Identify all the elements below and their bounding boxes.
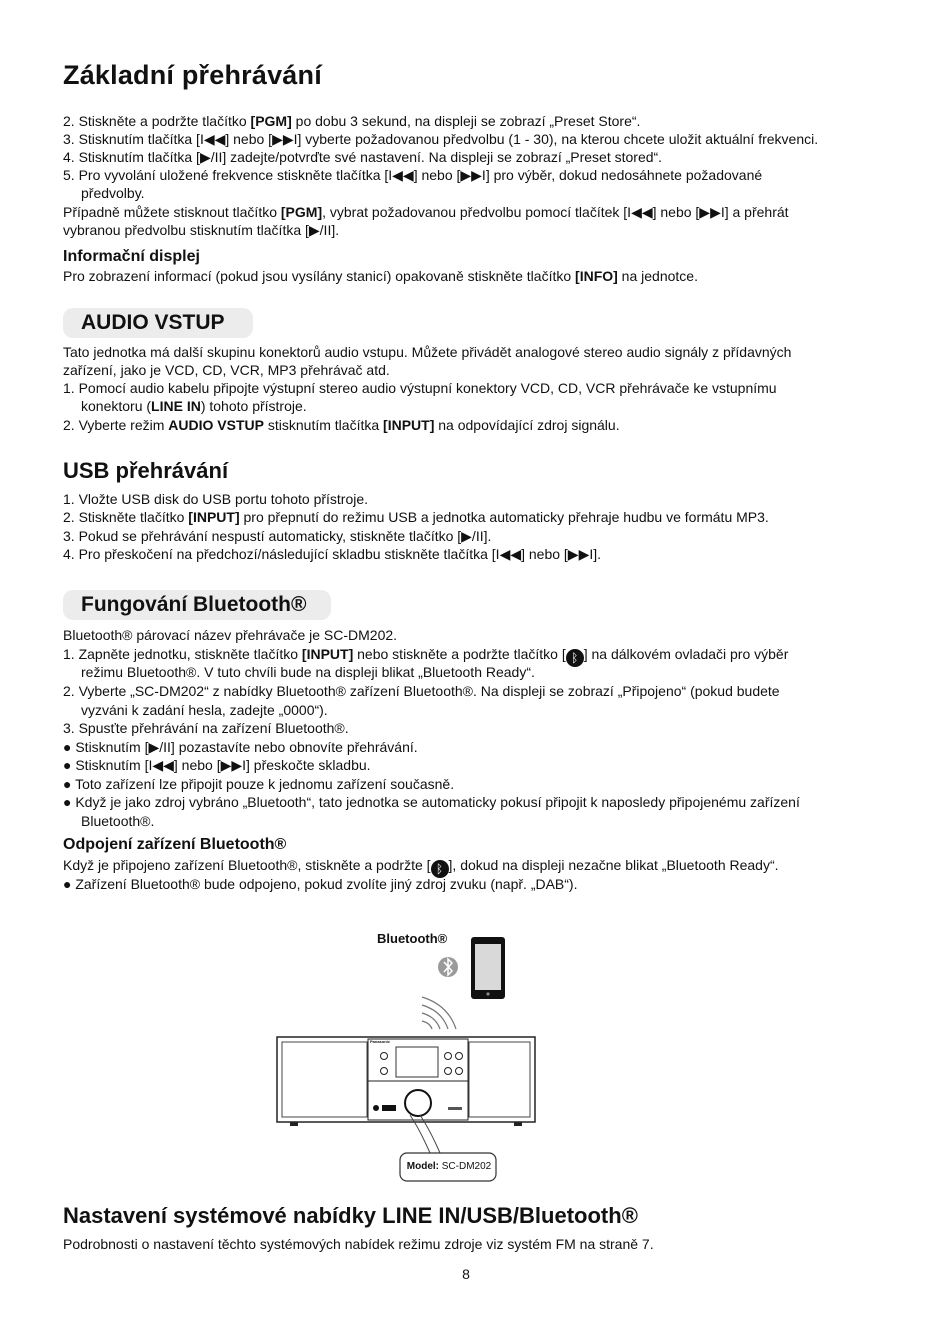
text-line: Tato jednotka má další skupinu konektorů audio vstupu. Můžete přivádět analogové stereo audio signály z přídavných [63, 344, 792, 360]
text-line: Bluetooth®. [81, 813, 155, 829]
text-line: 2. Vyberte režim AUDIO VSTUP stisknutím tlačítka [INPUT] na odpovídající zdroj signálu. [63, 417, 620, 433]
text-line: Podrobnosti o nastavení těchto systémových nabídek režimu zdroje viz systém FM na straně 7. [63, 1236, 654, 1252]
text-line: Bluetooth® párovací název přehrávače je SC-DM202. [63, 627, 398, 643]
bullet-line: ● Když je jako zdroj vybráno „Bluetooth“, tato jednotka se automaticky pokusí připojit k naposledy připojenému zařízení [63, 794, 800, 810]
section-title-usb-playback: USB přehrávání [63, 458, 229, 483]
text-line: 2. Vyberte „SC-DM202“ z nabídky Bluetooth® zařízení Bluetooth®. Na displeji se zobrazí „Připojeno“ (pokud budete [63, 683, 780, 699]
section-title-bluetooth: Fungování Bluetooth® [63, 590, 331, 620]
section-title-audio-input: AUDIO VSTUP [63, 308, 253, 338]
figure-graphics [270, 925, 540, 1190]
text-line: 1. Zapněte jednotku, stiskněte tlačítko [INPUT] nebo stiskněte a podržte tlačítko [ ᛒ ] na dálkovém ovladači pro výběr [63, 646, 789, 665]
figure-bluetooth-label: Bluetooth® [377, 931, 448, 946]
subsection-title-bt-disconnect: Odpojení zařízení Bluetooth® [63, 836, 287, 853]
bullet-line: ● Stisknutím [▶/II] pozastavíte nebo obnovíte přehrávání. [63, 739, 418, 755]
text-line: 5. Pro vyvolání uložené frekvence stiskněte tlačítka [I◀◀] nebo [▶▶I] pro výběr, dokud nedosáhnete požadované [63, 167, 763, 183]
text-line: 3. Pokud se přehrávání nespustí automaticky, stiskněte tlačítko [▶/II]. [63, 528, 492, 544]
bluetooth-illustration [270, 925, 540, 1190]
section-title-system-menu: Nastavení systémové nabídky LINE IN/USB/Bluetooth® [63, 1203, 638, 1228]
bullet-line: ● Zařízení Bluetooth® bude odpojeno, pokud zvolíte jiný zdroj zvuku (např. „DAB“). [63, 876, 578, 892]
text-line: Pro zobrazení informací (pokud jsou vysílány stanicí) opakovaně stiskněte tlačítko [INFO] na jednotce. [63, 268, 698, 284]
text-line: Když je připojeno zařízení Bluetooth®, stiskněte a podržte [ ᛒ ], dokud na displeji nezačne blikat „Bluetooth Ready“. [63, 857, 779, 876]
text-line: Případně můžete stisknout tlačítko [PGM], vybrat požadovanou předvolbu pomocí tlačítek [I◀◀] nebo [▶▶I] a přehrát [63, 204, 789, 220]
text-line: předvolby. [81, 185, 145, 201]
subsection-title-info-display: Informační displej [63, 248, 200, 265]
stereo-unit [277, 1037, 535, 1126]
page-number: 8 [462, 1266, 470, 1282]
text-line: zařízení, jako je VCD, CD, VCR, MP3 přehrávač atd. [63, 362, 390, 378]
text-line: 1. Vložte USB disk do USB portu tohoto přístroje. [63, 491, 369, 507]
text-line: 4. Stisknutím tlačítka [▶/II] zadejte/potvrďte své nastavení. Na displeji se zobrazí „Preset stored“. [63, 149, 663, 165]
bluetooth-icon: ᛒ [566, 649, 584, 667]
text-line: vyzváni k zadání hesla, zadejte „0000“). [81, 702, 328, 718]
smartphone-icon [471, 937, 505, 999]
bullet-line: ● Toto zařízení lze připojit pouze k jednomu zařízení současně. [63, 776, 455, 792]
bluetooth-icon [438, 957, 458, 977]
text-line: režimu Bluetooth®. V tuto chvíli bude na displeji blikat „Bluetooth Ready“. [81, 664, 535, 680]
text-line: 2. Stiskněte a podržte tlačítko [PGM] po dobu 3 sekund, na displeji se zobrazí „Preset Store“. [63, 113, 641, 129]
bluetooth-icon: ᛒ [431, 860, 449, 878]
text-line: 3. Spusťte přehrávání na zařízení Bluetooth®. [63, 720, 349, 736]
text-line: 2. Stiskněte tlačítko [INPUT] pro přepnutí do režimu USB a jednotka automaticky přehraje hudbu ve formátu MP3. [63, 509, 769, 525]
section-title-basic-playback: Základní přehrávání [63, 60, 322, 90]
text-line: 3. Stisknutím tlačítka [I◀◀] nebo [▶▶I] vyberte požadovanou předvolbu (1 - 30), na kterou chcete uložit aktuální frekvenci. [63, 131, 819, 147]
stereo-brand-label: Panasonic [370, 1039, 391, 1044]
text-line: konektoru (LINE IN) tohoto přístroje. [81, 398, 307, 414]
text-line: 4. Pro přeskočení na předchozí/následující skladbu stiskněte tlačítka [I◀◀] nebo [▶▶I]. [63, 546, 602, 562]
model-label: Model: SC-DM202 [406, 1161, 492, 1172]
bullet-line: ● Stisknutím [I◀◀] nebo [▶▶I] přeskočte skladbu. [63, 757, 371, 773]
text-line: 1. Pomocí audio kabelu připojte výstupní stereo audio výstupní konektory VCD, CD, VCR přehrávače ke vstupnímu [63, 380, 777, 396]
text-line: vybranou předvolbu stisknutím tlačítka [▶/II]. [63, 222, 340, 238]
wireless-signal-icon [422, 997, 456, 1029]
